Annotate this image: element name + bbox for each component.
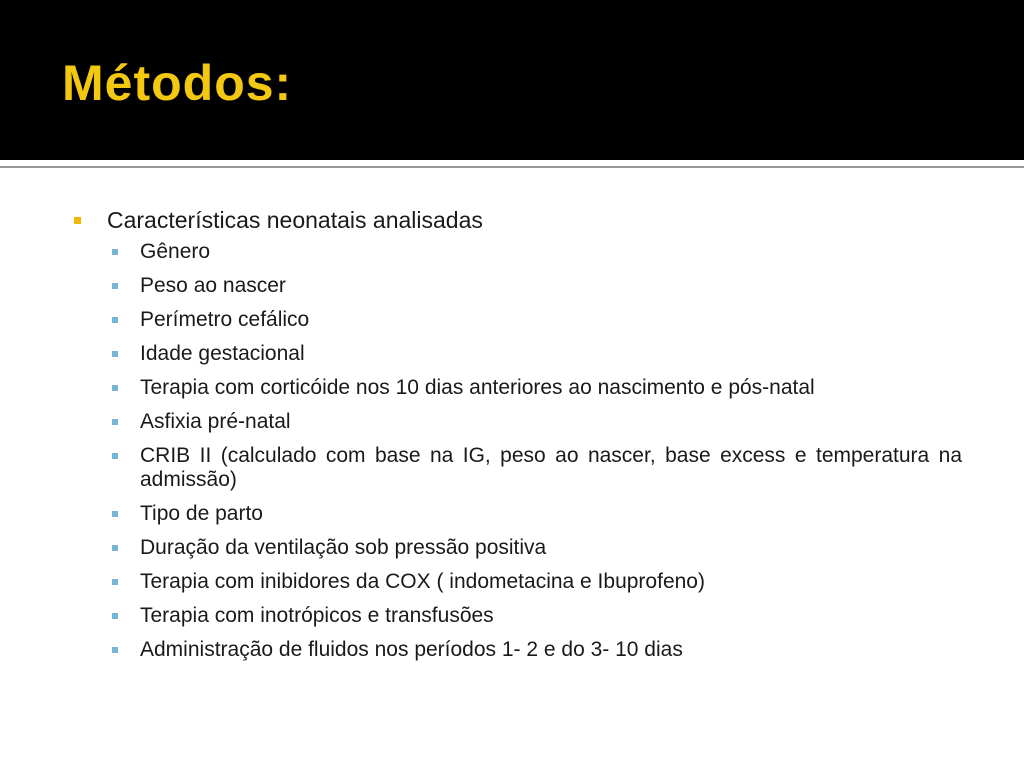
sub-bullet-item <box>74 376 962 400</box>
sub-bullet-text: Peso ao nascer <box>140 274 286 297</box>
sub-bullet-text: Tipo de parto <box>140 502 263 525</box>
sub-bullet-text: Terapia com inotrópicos e transfusões <box>140 604 494 627</box>
sub-bullet-item <box>74 342 962 366</box>
square-bullet-icon <box>74 217 81 224</box>
square-bullet-icon <box>112 453 118 459</box>
square-bullet-icon <box>112 579 118 585</box>
square-bullet-icon <box>112 283 118 289</box>
header-divider-line <box>0 166 1024 168</box>
sub-bullet-item <box>74 502 962 526</box>
sub-bullet-text: Idade gestacional <box>140 342 305 365</box>
square-bullet-icon <box>112 351 118 357</box>
square-bullet-icon <box>112 511 118 517</box>
sub-bullet-item <box>74 444 962 492</box>
square-bullet-icon <box>112 545 118 551</box>
sub-bullet-text: Terapia com inibidores da COX ( indometacina e Ibuprofeno) <box>140 570 705 593</box>
sub-bullet-item <box>74 308 962 332</box>
sub-bullet-item <box>74 570 962 594</box>
sub-bullet-item <box>74 536 962 560</box>
bullet-text: Características neonatais analisadas <box>107 207 483 233</box>
square-bullet-icon <box>112 419 118 425</box>
sub-bullet-text: Perímetro cefálico <box>140 308 310 331</box>
square-bullet-icon <box>112 647 118 653</box>
square-bullet-icon <box>112 317 118 323</box>
square-bullet-icon <box>112 249 118 255</box>
sub-bullet-text: Gênero <box>140 240 211 263</box>
sub-bullet-text: Asfixia pré-natal <box>140 410 291 433</box>
sub-bullet-item <box>74 274 962 298</box>
sub-bullet-text: CRIB II (calculado com base na IG, peso ao nascer, base excess e temperatura na admissão) <box>140 444 962 491</box>
sub-bullet-text: Duração da ventilação sob pressão positiva <box>140 536 547 559</box>
header-band <box>0 0 1024 160</box>
sub-bullet-text: Administração de fluidos nos períodos 1- 2 e do 3- 10 dias <box>140 638 683 661</box>
square-bullet-icon <box>112 613 118 619</box>
bullet-item-main <box>74 203 962 237</box>
sub-bullet-item <box>74 240 962 264</box>
sub-bullet-item <box>74 410 962 434</box>
square-bullet-icon <box>112 385 118 391</box>
sub-bullet-list <box>74 240 962 662</box>
sub-bullet-item <box>74 638 962 662</box>
sub-bullet-text: Terapia com corticóide nos 10 dias anteriores ao nascimento e pós-natal <box>140 376 815 399</box>
slide-title: Métodos: <box>62 55 293 111</box>
sub-bullet-item <box>74 604 962 628</box>
slide-body <box>74 203 962 672</box>
